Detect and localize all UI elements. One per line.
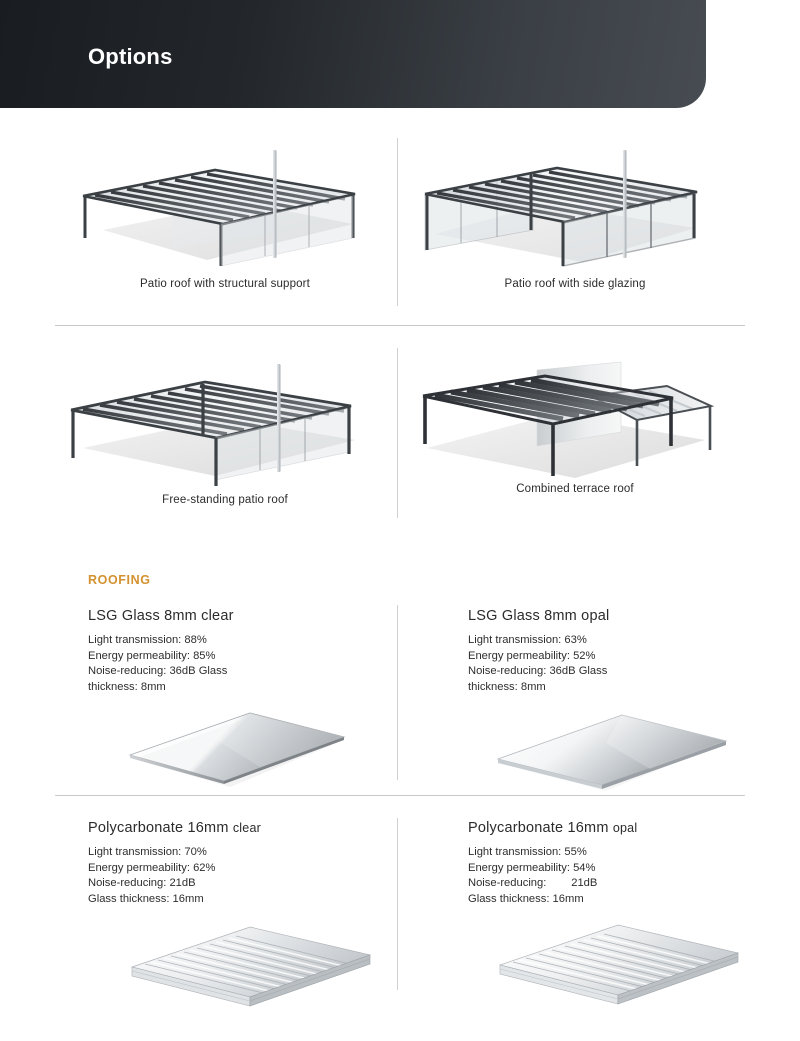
column-divider-1 — [397, 138, 398, 306]
section-divider-1 — [55, 325, 745, 326]
material-title-suffix: clear — [232, 821, 261, 835]
material-card-lsg-clear[interactable] — [88, 608, 438, 811]
page-header — [0, 0, 706, 108]
material-title-suffix: opal — [612, 821, 638, 835]
spec-light-transmission: Light transmission: 70% — [88, 846, 207, 858]
spec-thickness: Glass thickness: 16mm — [468, 892, 584, 905]
spec-light-transmission: Light transmission: 63% — [468, 634, 587, 646]
polycarbonate-opal-sample — [488, 913, 800, 1023]
option-card-combined-terrace[interactable] — [405, 348, 745, 495]
option-card-structural-support[interactable] — [55, 138, 395, 290]
material-title — [468, 820, 800, 836]
option-card-side-glazing[interactable] — [405, 138, 745, 290]
spec-thickness: thickness: 8mm — [468, 680, 546, 693]
material-title-main: Polycarbonate 16mm — [468, 820, 609, 836]
spec-thickness: Glass thickness: 16mm — [88, 892, 204, 905]
spec-light-transmission: Light transmission: 55% — [468, 846, 587, 858]
spec-energy-permeability: Energy permeability: 52% — [468, 649, 596, 662]
spec-noise-reducing: Noise-reducing: 21dB — [468, 877, 598, 889]
section-divider-2 — [55, 795, 745, 796]
roofing-section-label: ROOFING — [88, 573, 151, 587]
material-card-polycarbonate-clear[interactable] — [88, 820, 438, 1023]
spec-light-transmission: Light transmission: 88% — [88, 634, 207, 646]
free-standing-patio-roof-render — [55, 348, 395, 498]
spec-noise-reducing: Noise-reducing: 36dB Glass — [468, 665, 608, 677]
spec-thickness: thickness: 8mm — [88, 680, 166, 693]
combined-terrace-roof-render — [405, 348, 745, 493]
spec-noise-reducing: Noise-reducing: 21dB — [88, 877, 196, 889]
material-card-polycarbonate-opal[interactable] — [468, 820, 800, 1023]
option-caption: Patio roof with structural support — [139, 278, 310, 290]
patio-roof-structural-support-render — [55, 138, 395, 278]
spec-energy-permeability: Energy permeability: 62% — [88, 861, 216, 874]
polycarbonate-clear-sample — [118, 913, 448, 1023]
spec-noise-reducing: Noise-reducing: 36dB Glass — [88, 665, 228, 677]
patio-roof-side-glazing-render — [405, 138, 745, 278]
material-title — [88, 820, 438, 836]
spec-energy-permeability: Energy permeability: 54% — [468, 861, 596, 874]
option-caption: Free-standing patio roof — [162, 494, 288, 506]
material-title-main: Polycarbonate 16mm — [88, 820, 229, 836]
column-divider-2 — [397, 348, 398, 518]
option-card-free-standing[interactable] — [55, 348, 395, 506]
option-caption: Patio roof with side glazing — [504, 278, 646, 290]
material-title: LSG Glass 8mm opal — [468, 608, 610, 624]
material-specs — [468, 845, 800, 907]
page-title: Options — [88, 44, 173, 69]
material-specs — [88, 633, 438, 695]
spec-energy-permeability: Energy permeability: 85% — [88, 649, 216, 662]
material-specs — [468, 633, 800, 695]
material-title: LSG Glass 8mm clear — [88, 608, 234, 624]
material-specs — [88, 845, 438, 907]
option-caption: Combined terrace roof — [516, 483, 634, 495]
material-card-lsg-opal[interactable] — [468, 608, 800, 811]
